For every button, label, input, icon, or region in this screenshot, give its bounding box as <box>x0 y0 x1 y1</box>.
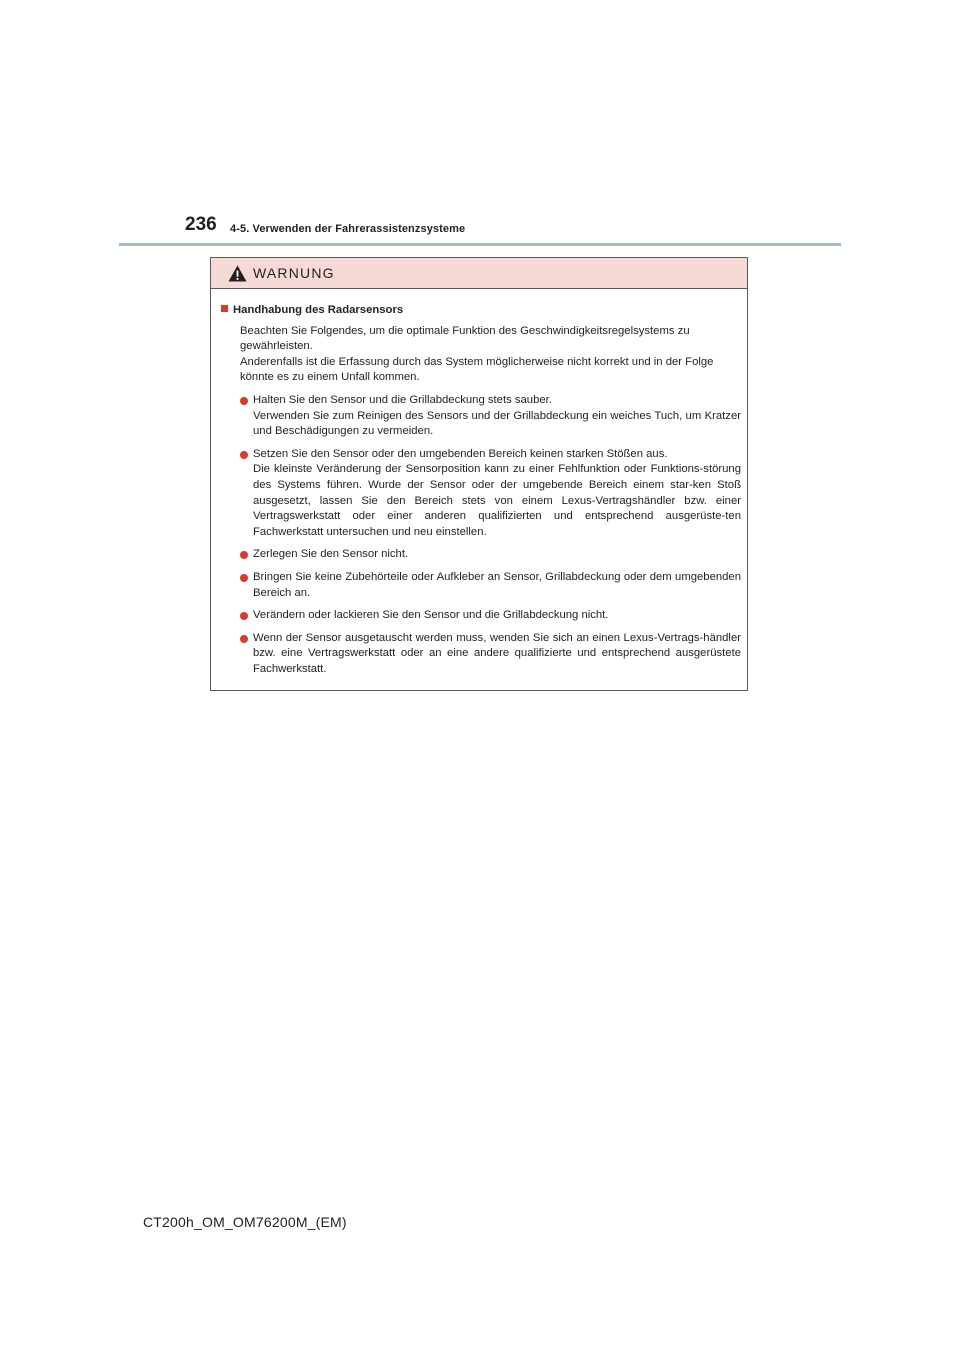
red-circle-bullet-icon <box>240 612 248 620</box>
list-item <box>240 447 741 541</box>
list-item <box>240 608 741 624</box>
red-circle-bullet-icon <box>240 551 248 559</box>
red-circle-bullet-icon <box>240 574 248 582</box>
warning-body <box>211 289 747 677</box>
document-code: CT200h_OM_OM76200M_(EM) <box>143 1214 347 1230</box>
bullet-lead: Verändern oder lackieren Sie den Sensor und die Grillabdeckung nicht. <box>253 609 609 622</box>
header-divider <box>119 243 841 246</box>
warning-intro <box>240 324 741 386</box>
page-number: 236 <box>185 214 217 235</box>
warning-header <box>211 258 747 289</box>
bullet-lead: Zerlegen Sie den Sensor nicht. <box>253 548 409 561</box>
warning-box <box>210 257 748 691</box>
bullet-lead: Setzen Sie den Sensor oder den umgebenden Bereich keinen starken Stößen aus. <box>253 447 668 460</box>
warning-triangle-icon <box>228 265 247 282</box>
section-title: 4-5. Verwenden der Fahrerassistenzsysteme <box>230 223 466 235</box>
warning-topic-label: Handhabung des Radarsensors <box>233 304 404 316</box>
list-item <box>240 393 741 440</box>
bullet-lead: Halten Sie den Sensor und die Grillabdeckung stets sauber. <box>253 393 552 406</box>
red-circle-bullet-icon <box>240 451 248 459</box>
red-square-icon <box>221 305 228 312</box>
bullet-lead: Bringen Sie keine Zubehörteile oder Aufkleber an Sensor, Grillabdeckung oder dem umgebenden Bereich an. <box>253 570 741 599</box>
red-circle-bullet-icon <box>240 397 248 405</box>
list-item <box>240 631 741 678</box>
warning-title: WARNUNG <box>253 265 335 281</box>
intro-paragraph: Beachten Sie Folgendes, um die optimale Funktion des Geschwindigkeitsregelsystems zu gewährleisten. <box>240 324 690 353</box>
bullet-lead: Wenn der Sensor ausgetauscht werden muss, wenden Sie sich an einen Lexus-Vertrags-händler bzw. eine Vertragswerkstatt oder an eine andere qualifizierte und entsprechend ausgerüstete Fachwerkstatt. <box>253 631 741 675</box>
list-item <box>240 570 741 601</box>
bullet-detail: Die kleinste Veränderung der Sensorposition kann zu einer Fehlfunktion oder Funktions-störung des Systems führen. Wurde der Sensor oder der umgebende Bereich einem star-ken Stoß ausgesetzt, lassen Sie den Bereich stets von einem Lexus-Vertragshändler bzw. einer Vertragswerkstatt oder einer anderen qualifizierten und entsprechend ausgerüste-ten Fachwerkstatt untersuchen und neu einstellen. <box>253 463 741 538</box>
warning-bullet-list <box>221 393 741 678</box>
red-circle-bullet-icon <box>240 635 248 643</box>
list-item <box>240 547 741 563</box>
warning-topic <box>221 303 741 319</box>
bullet-detail: Verwenden Sie zum Reinigen des Sensors und der Grillabdeckung ein weiches Tuch, um Kratzer und Beschädigungen zu vermeiden. <box>253 409 741 438</box>
intro-paragraph: Anderenfalls ist die Erfassung durch das System möglicherweise nicht korrekt und in der Folge könnte es zu einem Unfall kommen. <box>240 355 714 384</box>
